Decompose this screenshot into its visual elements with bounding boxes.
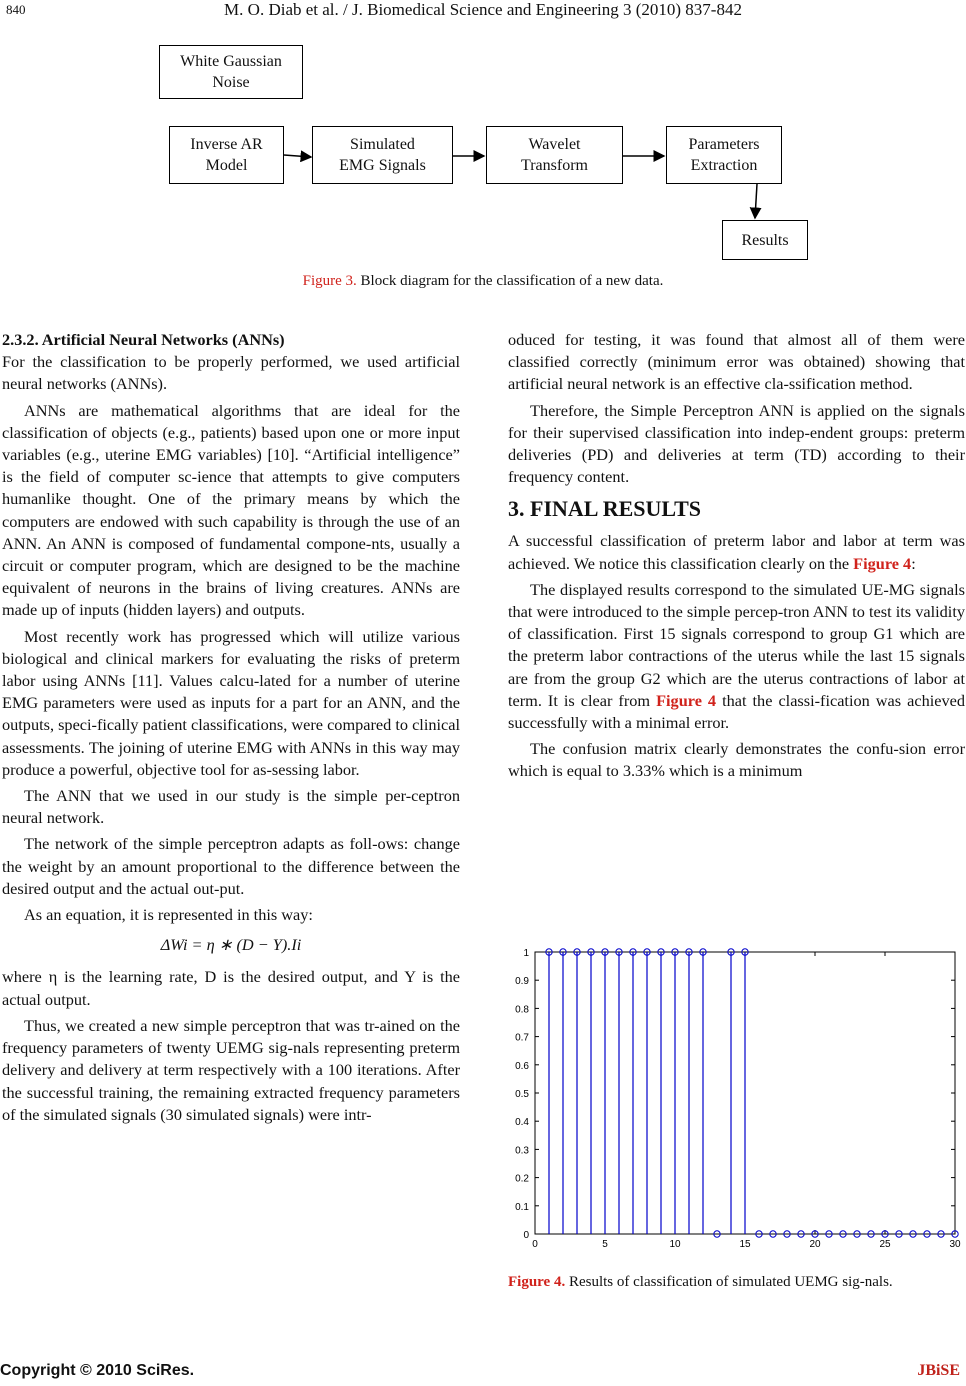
box-inverse-ar-model: Inverse AR Model — [169, 126, 284, 184]
x-tick-label: 20 — [809, 1239, 821, 1250]
paragraph: As an equation, it is represented in this way: — [24, 905, 313, 925]
paragraph: Thus, we created a new simple perceptron that was tr-ained on the frequency parameters of twenty UEMG sig-nals representing preterm delivery and delivery at term respectively with a 100 iterations. After the successful training, the remaining extracted frequency parameters of the simulated signals (30 simulated signals) were intr- — [2, 1015, 460, 1124]
y-tick-label: 0.2 — [515, 1173, 529, 1185]
box-white-gaussian-noise: White Gaussian Noise — [159, 45, 303, 99]
y-tick-label: 0.1 — [515, 1201, 529, 1213]
section-heading-final-results: 3. FINAL RESULTS — [508, 496, 701, 522]
footer-copyright: Copyright © 2010 SciRes. — [0, 1362, 195, 1379]
y-tick-label: 0.3 — [515, 1145, 529, 1157]
paragraph: where η is the learning rate, D is the desired output, and Y is the actual output. — [2, 967, 460, 1009]
figure4-link[interactable]: Figure 4 — [656, 690, 717, 710]
paragraph: ANNs are mathematical algorithms that are ideal for the classification of objects (e.g., patients) based upon one or more input variables (e.g., uterine EMG variables) [10]. “Artificial intelligence” is the field of computer sc-ience that attempts to give computers humanlike thought. One of the primary means by which the computers are endowed with such capability is through the use of an ANN. An ANN is composed of fundamental compone-nts, usually a circuit or computer program, which are designed to be the machine equivalent of neurons in the brains of living creatures. ANNs are made up of inputs (hidden layers) and outputs. — [2, 400, 460, 620]
x-tick-label: 0 — [532, 1239, 538, 1250]
paragraph: The network of the simple perceptron adapts as foll-ows: change the weight by an amount proportional to the difference between the desired output and the actual out-put. — [2, 834, 460, 898]
x-tick-label: 15 — [739, 1239, 751, 1250]
figure4-caption — [508, 1272, 956, 1292]
box-parameters-extraction: Parameters Extraction — [666, 126, 782, 184]
box-wavelet-transform: Wavelet Transform — [486, 126, 623, 184]
paragraph: The confusion matrix clearly demonstrates the confu-sion error which is equal to 3.33% which is a minimum — [508, 739, 965, 781]
arrow-ar-to-sim — [284, 155, 311, 157]
x-tick-label: 10 — [669, 1239, 681, 1250]
figure4-caption-text: Results of classification of simulated UEMG sig-nals. — [565, 1274, 893, 1290]
x-tick-label: 30 — [949, 1239, 961, 1250]
left-column — [2, 329, 460, 1126]
paragraph: Therefore, the Simple Perceptron ANN is applied on the signals for their supervised classification into indep-endent groups: preterm deliveries (PD) and deliveries at term (TD) according to their frequency content. — [508, 400, 965, 487]
arrow-params-to-results — [755, 184, 757, 218]
y-tick-label: 0.4 — [515, 1117, 529, 1129]
x-tick-label: 25 — [879, 1239, 891, 1250]
figure3-arrows — [0, 0, 966, 300]
paragraph: oduced for testing, it was found that almost all of them were classified correctly (minimum error was obtained) showing that artificial neural network is an effective cla-ssification method. — [508, 330, 965, 394]
paragraph: For the classification to be properly performed, we used artificial neural networks (ANNs). — [2, 352, 460, 394]
y-tick-label: 0.9 — [515, 976, 529, 988]
box-results: Results — [722, 220, 808, 260]
y-tick-label: 1 — [523, 948, 529, 959]
section-heading-ann: 2.3.2. Artificial Neural Networks (ANNs) — [2, 330, 285, 349]
figure3-caption-label: Figure 3. — [302, 273, 357, 289]
paragraph: The ANN that we used in our study is the simple per-ceptron neural network. — [2, 786, 460, 828]
text: : — [911, 553, 916, 573]
y-tick-label: 0.8 — [515, 1004, 529, 1016]
figure3-caption-text: Block diagram for the classification of a new data. — [356, 273, 664, 289]
running-head: M. O. Diab et al. / J. Biomedical Science and Engineering 3 (2010) 837-842 — [224, 0, 742, 19]
figure4-link[interactable]: Figure 4 — [853, 553, 912, 573]
paragraph — [508, 579, 965, 734]
equation: ΔWi = η ∗ (D − Y).Ii — [160, 935, 302, 955]
right-column — [508, 329, 965, 783]
figure3-caption — [0, 273, 966, 290]
figure4-caption-label: Figure 4. — [508, 1274, 566, 1290]
box-simulated-emg: Simulated EMG Signals — [312, 126, 453, 184]
page-number: 840 — [6, 2, 26, 17]
y-tick-label: 0.5 — [515, 1089, 529, 1100]
y-tick-label: 0.7 — [515, 1032, 529, 1044]
y-tick-label: 0 — [523, 1230, 529, 1241]
y-tick-label: 0.6 — [515, 1060, 529, 1072]
text: A successful classification of preterm labor and labor at term was achieved. We notice this classification clearly on the — [508, 531, 965, 573]
paragraph — [508, 530, 965, 574]
paragraph: Most recently work has progressed which will utilize various biological and clinical markers for evaluating the risks of preterm labor using ANNs [11]. Values calcu-lated for a number of uterine EMG parameters were used as inputs for a part for an ANN, and the outputs, speci-fically patient classifications, were compared to clinical assessments. The joining of uterine EMG with ANNs in this way may produce a powerful, objective tool for as-sessing labor. — [2, 626, 460, 779]
text: The displayed results correspond to the simulated UE-MG signals that were introduced to the simple percep-tron ANN to test its validity of classification. First 15 signals correspond to group G1 which are the preterm labor contractions of the uterus while the last 15 signals are from the group G2 which are the uterus contractions of labor at term. It is clear from — [508, 579, 965, 710]
footer-journal: JBiSE — [917, 1362, 960, 1379]
figure4-chart — [505, 935, 965, 1260]
x-tick-label: 5 — [602, 1239, 608, 1250]
text: that the classi-fication was achieved successfully with a minimal error. — [508, 690, 965, 733]
